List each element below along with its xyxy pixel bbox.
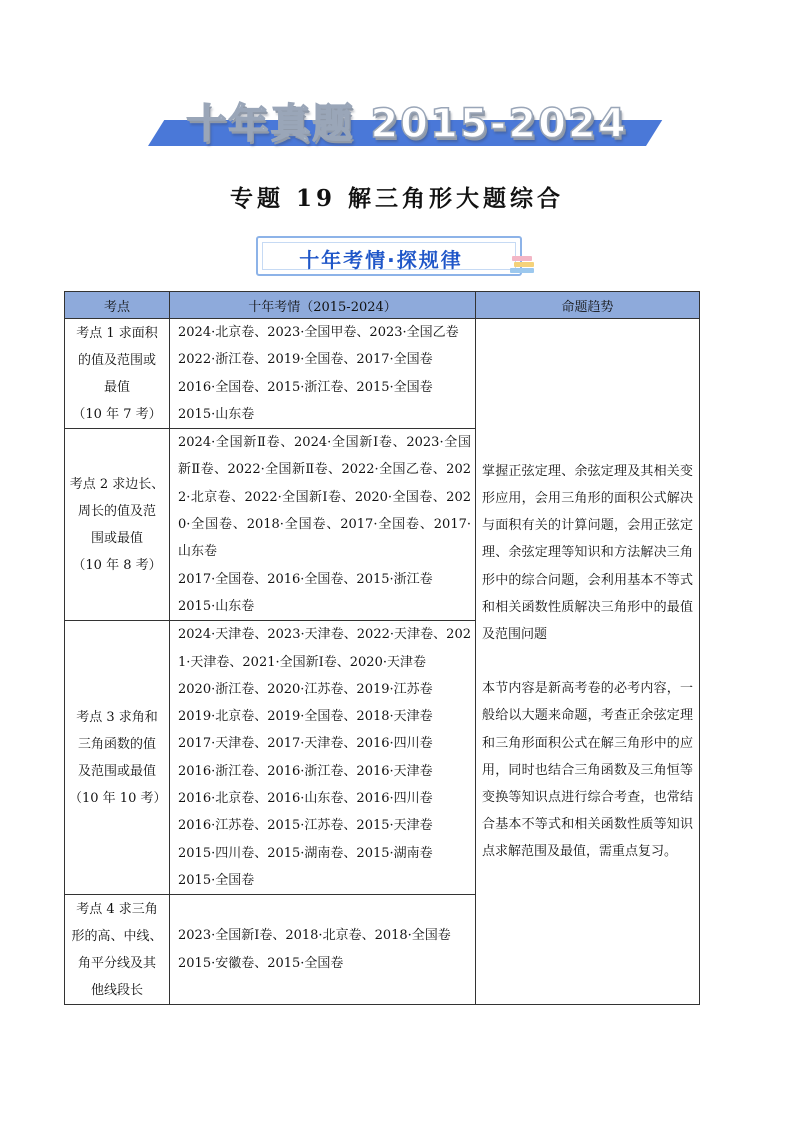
table-row (65, 319, 700, 429)
topic-cell: 考点 2 求边长、 周长的值及范 围或最值 （10 年 8 考） (65, 429, 170, 621)
trend-cell (476, 319, 700, 1005)
exam-topics-table (64, 291, 700, 1005)
header-trend: 命题趋势 (476, 292, 700, 319)
trend-paragraph: 掌握正弦定理、余弦定理及其相关变形应用，会用三角形的面积公式解决与面积有关的计算问题，会用正弦定理、余弦定理等知识和方法解决三角形中的综合问题，会利用基本不等式和相关函数性质解决三角形中的最值及范围问题 (482, 463, 693, 642)
banner-text: 十年真题 2015-2024 (186, 101, 628, 147)
trend-paragraph: 本节内容是新高考卷的必考内容，一般给以大题来命题，考查正余弦定理和三角形面积公式在解三角形中的应用，同时也结合三角函数及三角恒等变换等知识点进行综合考查，也常结合基本不等式和相关函数性质等知识点求解范围及最值，需重点复习。 (482, 681, 693, 860)
section-heading-box (256, 236, 522, 276)
exams-cell: 2024·全国新Ⅱ卷、2024·全国新Ⅰ卷、2023·全国新Ⅱ卷、2022·全国新Ⅱ卷、2022·全国乙卷、2022·北京卷、2022·全国新Ⅰ卷、2020·全国卷、2020·全国卷、2018·全国卷、2017·全国卷、2017·山东卷 2017·全国卷、2016·全国卷、2015·浙江卷 2015·山东卷 (170, 429, 476, 621)
books-icon (510, 254, 538, 278)
section-heading: 十年考情·探规律 (299, 248, 463, 272)
topic-cell: 考点 3 求角和 三角函数的值 及范围或最值 （10 年 10 考） (65, 621, 170, 895)
exams-cell: 2024·天津卷、2023·天津卷、2022·天津卷、2021·天津卷、2021·全国新Ⅰ卷、2020·天津卷 2020·浙江卷、2020·江苏卷、2019·江苏卷 2019·北京卷、2019·全国卷、2018·天津卷 2017·天津卷、2017·天津卷、2016·四川卷 2016·浙江卷、2016·浙江卷、2016·天津卷 2016·北京卷、2016·山东卷、2016·四川卷 2016·江苏卷、2015·江苏卷、2015·天津卷 2015·四川卷、2015·湖南卷、2015·湖南卷 2015·全国卷 (170, 621, 476, 895)
title-banner (148, 90, 646, 152)
exams-cell: 2024·北京卷、2023·全国甲卷、2023·全国乙卷 2022·浙江卷、2019·全国卷、2017·全国卷 2016·全国卷、2015·浙江卷、2015·全国卷 2015·山东卷 (170, 319, 476, 429)
table-header-row (65, 292, 700, 319)
topic-cell: 考点 1 求面积 的值及范围或 最值 （10 年 7 考） (65, 319, 170, 429)
header-exams: 十年考情（2015-2024） (170, 292, 476, 319)
exams-cell: 2023·全国新Ⅰ卷、2018·北京卷、2018·全国卷 2015·安徽卷、2015·全国卷 (170, 895, 476, 1005)
topic-cell: 考点 4 求三角 形的高、中线、 角平分线及其 他线段长 (65, 895, 170, 1005)
page-title: 专题 19 解三角形大题综合 (229, 185, 565, 212)
header-topic: 考点 (65, 292, 170, 319)
